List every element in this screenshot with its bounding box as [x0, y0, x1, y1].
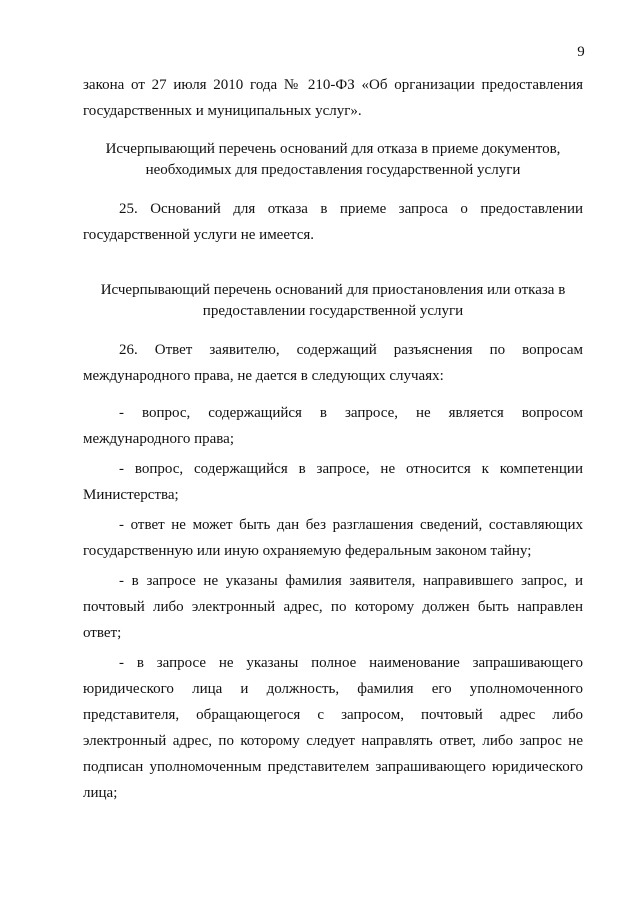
list-item: - вопрос, содержащийся в запросе, не является вопросом международного права;: [83, 405, 583, 447]
paragraph-25: 25. Оснований для отказа в приеме запроса о предоставлении государственной услуги не имеется.: [83, 201, 583, 243]
list-item: - в запросе не указаны полное наименование запрашивающего юридического лица и должность, фамилия его уполномоченного представителя, обращающегося с запросом, почтовый адрес либо электронный адрес, по которому следует направлять ответ, либо запрос не подписан уполномоченным представителем запрашивающего юридического лица;: [83, 655, 583, 801]
paragraph-26: 26. Ответ заявителю, содержащий разъяснения по вопросам международного права, не дается в следующих случаях:: [83, 342, 583, 384]
page-number: 9: [577, 44, 585, 60]
section-heading-refusal-documents: Исчерпывающий перечень оснований для отказа в приеме документов, необходимых для предоставления государственной услуги: [105, 141, 561, 178]
list-item: - в запросе не указаны фамилия заявителя, направившего запрос, и почтовый либо электронный адрес, по которому должен быть направлен ответ;: [83, 573, 583, 641]
list-item: - вопрос, содержащийся в запросе, не относится к компетенции Министерства;: [83, 461, 583, 503]
section-heading-suspension-refusal: Исчерпывающий перечень оснований для приостановления или отказа в предоставлении государственной услуги: [100, 282, 566, 319]
intro-paragraph: закона от 27 июля 2010 года № 210-ФЗ «Об организации предоставления государственных и муниципальных услуг».: [83, 77, 583, 119]
list-item: - ответ не может быть дан без разглашения сведений, составляющих государственную или иную охраняемую федеральным законом тайну;: [83, 517, 583, 559]
document-content: [83, 72, 583, 806]
